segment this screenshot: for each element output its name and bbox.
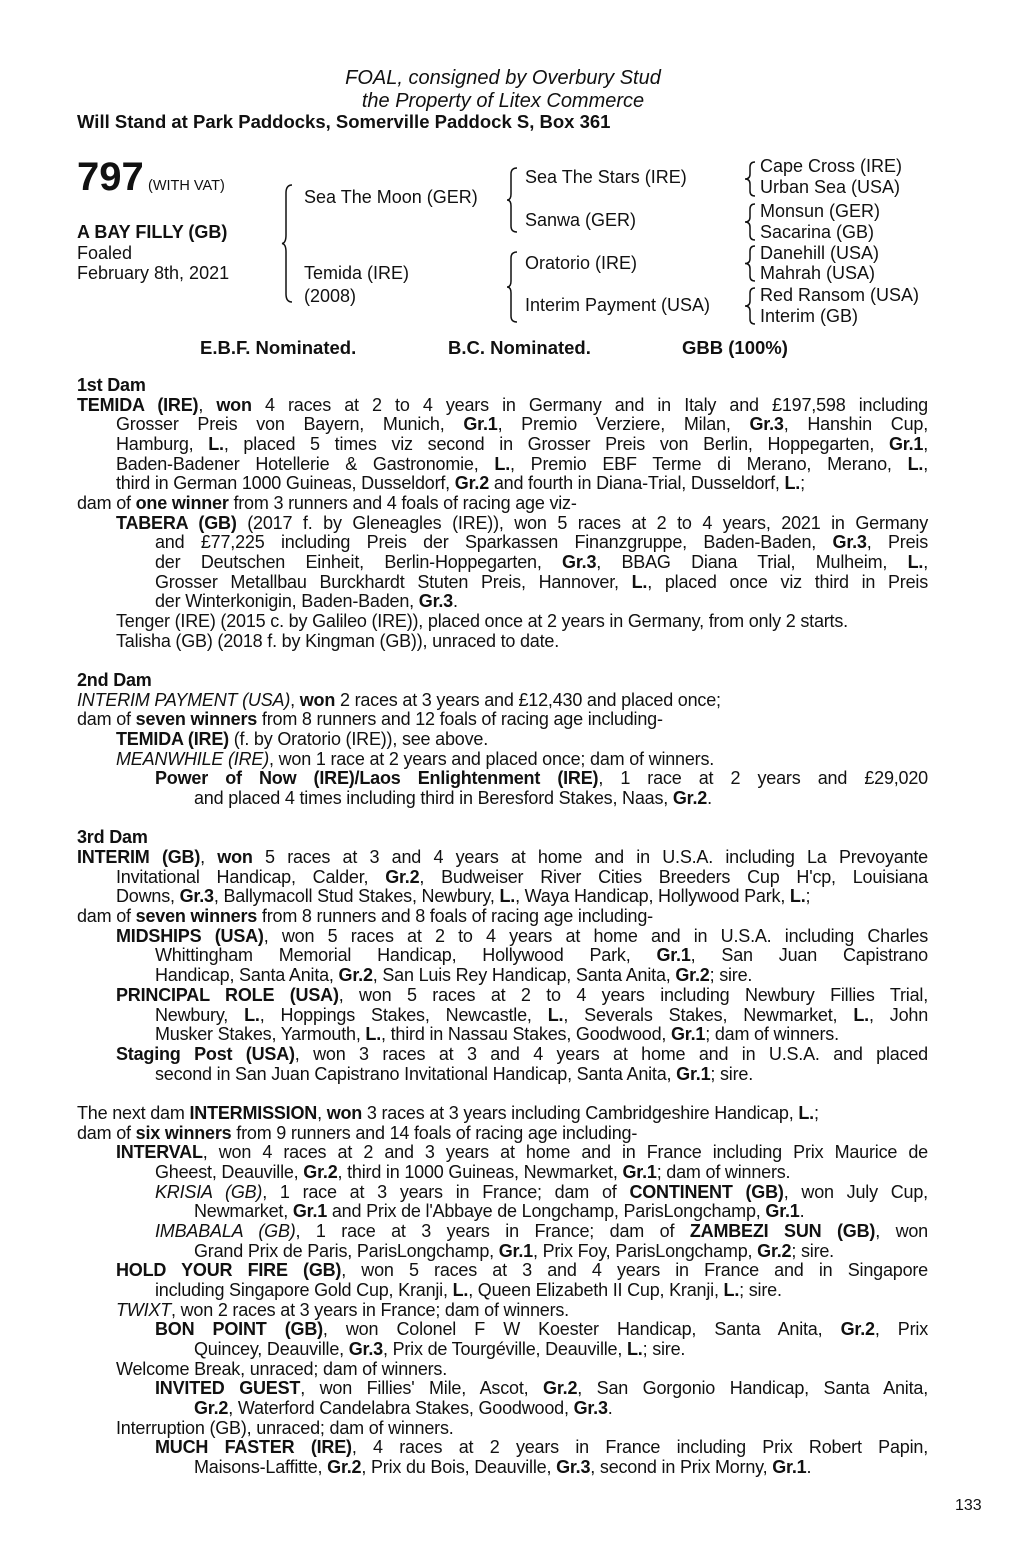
bold-text: Gr.2 [672, 788, 708, 809]
consignor-line: FOAL, consigned by Overbury Stud [345, 67, 661, 89]
text-line [77, 396, 928, 416]
lot-number: 797 [77, 155, 144, 199]
text: der Winterkonigin, Baden-Baden, [155, 591, 419, 612]
text: ; sire. [710, 1063, 753, 1084]
text: Gheest, Deauville, [155, 1161, 304, 1182]
bold-text: L. [365, 1024, 382, 1045]
bold-text: seven winners [135, 709, 258, 730]
bold-text: Gr.1 [292, 1201, 328, 1222]
pedigree-brace [745, 288, 757, 324]
pedigree-entry [77, 986, 928, 1045]
sire-sire: Sea The Stars (IRE) [525, 167, 687, 187]
bold-text: CONTINENT (GB) [629, 1181, 784, 1202]
bold-text: L. [853, 1004, 869, 1025]
text: , Hoppings Stakes, Newcastle, [259, 1004, 548, 1025]
bold-text: seven winners [135, 906, 258, 927]
text-line [77, 1222, 928, 1242]
text: , won 2 races at 3 years in France; dam of winners. [171, 1299, 569, 1320]
text: , Premio Verziere, Milan, [497, 414, 750, 435]
text: , Hanshin Cup, [783, 414, 928, 435]
text: Grosser Preis von Bayern, Munich, [116, 414, 464, 435]
bold-text: Gr.3 [749, 414, 784, 435]
dam-dam: Interim Payment (USA) [525, 295, 711, 315]
section-heading: 3rd Dam [77, 827, 148, 848]
text: , San Juan Capistrano [690, 945, 928, 966]
text: Grosser Metallbau Burckhardt Stuten Preis, Hannover, [155, 571, 632, 592]
text-line [77, 415, 928, 435]
spacer [77, 651, 928, 671]
pedigree-entry [77, 1301, 928, 1321]
text-line [77, 907, 928, 927]
bold-text: ZAMBEZI SUN (GB) [689, 1220, 876, 1241]
text-line [77, 533, 928, 553]
dam: Temida (IRE) [304, 263, 410, 283]
text-line [77, 455, 928, 475]
text: Hamburg, [116, 434, 209, 455]
section-heading: 1st Dam [77, 375, 146, 395]
ancestor-g3: Monsun (GER) [760, 201, 881, 221]
pedigree-entry [77, 1045, 928, 1084]
italic-text: IMBABALA (GB) [155, 1220, 296, 1241]
text: , won [875, 1220, 928, 1241]
bold-text: Gr.3 [556, 1456, 591, 1477]
pedigree-entry [77, 750, 928, 770]
text: , placed once viz third in Preis [647, 571, 928, 592]
text-line [77, 1104, 928, 1124]
text-line [77, 1379, 928, 1399]
italic-text: TWIXT [116, 1299, 171, 1320]
pedigree-brace [507, 168, 519, 232]
text-line [77, 1281, 928, 1301]
italic-text: KRISIA (GB) [155, 1181, 263, 1202]
text: , Prix Foy, ParisLongchamp, [532, 1240, 758, 1261]
text: , won 4 races at 2 and 3 years at home and in France including Prix Maurice de [202, 1142, 928, 1163]
text-line [77, 514, 928, 534]
bold-text: one winner [135, 493, 229, 514]
text: , 1 race at 3 years in France; dam of [262, 1181, 630, 1202]
text-line [77, 1261, 928, 1281]
bold-text: L. [723, 1279, 740, 1300]
text: 3 races at 3 years including Cambridgeshire Handicap, [362, 1102, 799, 1123]
text: dam of [77, 493, 136, 514]
text: third in German 1000 Guineas, Dusseldorf, [116, 473, 455, 494]
text-line [77, 553, 928, 573]
text: , Premio EBF Terme di Merano, Merano, [510, 453, 908, 474]
text: . [806, 1456, 812, 1477]
bold-text: Gr.3 [348, 1338, 383, 1359]
text: , third in 1000 Guineas, Newmarket, [337, 1161, 623, 1182]
text: , Preis [866, 532, 928, 553]
page-number: 133 [955, 1497, 982, 1514]
stand-location: Will Stand at Park Paddocks, Somerville Paddock S, Box 361 [77, 111, 611, 132]
text: , 1 race at 2 years and £29,020 [598, 768, 928, 789]
text-line [77, 1320, 928, 1340]
bold-text: L. [494, 453, 511, 474]
bold-text: L. [789, 886, 806, 907]
text-line [77, 848, 928, 868]
text-line [77, 1458, 928, 1478]
text: . [799, 1201, 805, 1222]
pedigree-entry [77, 1419, 928, 1439]
text: Newmarket, [194, 1201, 293, 1222]
bc-nomination: B.C. Nominated. [448, 337, 591, 358]
text-line [77, 946, 928, 966]
text: Handicap, Santa Anita, [155, 965, 339, 986]
bold-text: Gr.1 [676, 1063, 711, 1084]
text: Interruption (GB), unraced; dam of winners. [116, 1417, 454, 1438]
bold-text: L. [784, 473, 801, 494]
ancestor-g3: Sacarina (GB) [760, 222, 875, 242]
text: dam of [77, 1122, 136, 1143]
text: ; sire. [709, 965, 753, 986]
pedigree-entry [77, 1183, 928, 1222]
bold-text: won [216, 394, 252, 415]
text: Whittingham Memorial Handicap, Hollywood Park, [155, 945, 657, 966]
pedigree-entry [77, 927, 928, 986]
ancestor-g3: Mahrah (USA) [760, 263, 876, 283]
text-line [77, 789, 928, 809]
bold-text: TABERA (GB) [116, 512, 237, 533]
text: and Prix de l'Abbaye de Longchamp, ParisLongchamp, [327, 1201, 766, 1222]
text: , 4 races at 2 years in France including Prix Robert Papin, [351, 1437, 928, 1458]
text-line [77, 868, 928, 888]
text: , Prix de Tourgéville, Deauville, [382, 1338, 627, 1359]
text: 5 races at 3 and 4 years at home and in U.S.A. including La Prevoyante [252, 847, 928, 868]
text-line [77, 1360, 928, 1380]
bold-text: Staging Post (USA) [116, 1043, 295, 1064]
bold-text: MIDSHIPS (USA) [116, 925, 264, 946]
bold-text: Gr.1 [656, 945, 691, 966]
bold-text: Gr.2 [675, 965, 710, 986]
bold-text: BON POINT (GB) [155, 1319, 323, 1340]
bold-text: won [217, 847, 253, 868]
text: second in San Juan Capistrano Invitational Handicap, Santa Anita, [155, 1063, 677, 1084]
bold-text: Gr.2 [327, 1456, 362, 1477]
text: , Waya Handicap, Hollywood Park, [515, 886, 790, 907]
text-line [77, 1065, 928, 1085]
text: , won 1 race at 2 years and placed once; dam of winners. [269, 748, 715, 769]
bold-text: L. [499, 886, 516, 907]
text: and fourth in Diana-Trial, Dusseldorf, [489, 473, 785, 494]
foaled-date: February 8th, 2021 [77, 263, 230, 283]
bold-text: TEMIDA (IRE) [116, 729, 229, 750]
text: , won 5 races at 3 and 4 years in France and in Singapore [341, 1260, 928, 1281]
bold-text: L. [547, 1004, 564, 1025]
pedigree-entry [77, 848, 928, 907]
text: from 9 runners and 14 foals of racing age including- [231, 1122, 638, 1143]
text: , won Colonel F W Koester Handicap, Santa Anita, [322, 1319, 841, 1340]
bold-text: L. [798, 1102, 814, 1123]
pedigree-entry [77, 396, 928, 494]
bold-text: L. [452, 1279, 469, 1300]
pedigree-entry [77, 1320, 928, 1359]
ancestor-g3: Red Ransom (USA) [760, 285, 920, 305]
section-heading: 2nd Dam [77, 670, 152, 691]
text-line [77, 769, 928, 789]
text: , placed 5 times viz second in Grosser Preis von Berlin, Hoppegarten, [223, 434, 889, 455]
pedigree-brace [745, 204, 757, 240]
text: , Prix [874, 1319, 928, 1340]
text: and £77,225 including Preis der Sparkassen Finanzgruppe, Baden-Baden, [155, 532, 833, 553]
bold-text: won [326, 1102, 363, 1123]
gbb-status: GBB (100%) [682, 337, 788, 358]
text-line [77, 1202, 928, 1222]
text: , second in Prix Morny, [590, 1456, 773, 1477]
bold-text: Gr.3 [179, 886, 214, 907]
text: . [607, 1397, 613, 1418]
bold-text: MUCH FASTER (IRE) [155, 1437, 352, 1458]
bold-text: L. [208, 434, 224, 455]
bold-text: Gr.2 [194, 1397, 229, 1418]
text-line [77, 1242, 928, 1262]
bold-text: Power of Now (IRE)/Laos Enlightenment (IRE) [155, 768, 599, 789]
text: from 3 runners and 4 foals of racing age viz- [228, 493, 577, 514]
bold-text: Gr.2 [543, 1378, 578, 1399]
bold-text: Gr.1 [765, 1201, 800, 1222]
bold-text: L. [626, 1338, 643, 1359]
bold-text: six winners [135, 1122, 232, 1143]
bold-text: L. [244, 1004, 260, 1025]
pedigree-entry [77, 1360, 928, 1380]
text: Welcome Break, unraced; dam of winners. [116, 1358, 448, 1379]
bold-text: HOLD YOUR FIRE (GB) [116, 1260, 342, 1281]
text: Musker Stakes, Yarmouth, [155, 1024, 366, 1045]
bold-text: TEMIDA (IRE) [77, 394, 199, 415]
text: and placed 4 times including third in Beresford Stakes, Naas, [194, 788, 673, 809]
text-line [77, 1124, 928, 1144]
bold-text: INTERMISSION [189, 1102, 318, 1123]
text-line [77, 1025, 928, 1045]
bold-text: Gr.1 [463, 414, 498, 435]
text-line [77, 887, 928, 907]
text: , Prix du Bois, Deauville, [361, 1456, 557, 1477]
pedigree-entry [77, 494, 928, 514]
text: dam of [77, 906, 136, 927]
text: ; sire. [739, 1279, 782, 1300]
horse-description: A BAY FILLY (GB) [77, 222, 228, 242]
text: , [923, 552, 928, 573]
text: , Severals Stakes, Newmarket, [563, 1004, 854, 1025]
bold-text: won [299, 689, 336, 710]
pedigree-entry [77, 1222, 928, 1261]
pedigree-brace [745, 162, 757, 196]
text: , BBAG Diana Trial, Mulheim, [596, 552, 908, 573]
pedigree-entry [77, 514, 928, 612]
ebf-nomination: E.B.F. Nominated. [200, 337, 357, 358]
pedigree-entry [77, 730, 928, 750]
text-line [77, 1183, 928, 1203]
text: , won 5 races at 2 to 4 years at home and in U.S.A. including Charles [263, 925, 928, 946]
text-line [77, 691, 928, 711]
text: 4 races at 2 to 4 years in Germany and in Italy and £197,598 including [251, 394, 928, 415]
text: , won 5 races at 2 to 4 years including Newbury Fillies Trial, [338, 984, 928, 1005]
pedigree-entry [77, 769, 928, 808]
bold-text: Gr.1 [772, 1456, 807, 1477]
text: Quincey, Deauville, [194, 1338, 349, 1359]
text: , [317, 1102, 327, 1123]
text: Invitational Handicap, Calder, [116, 866, 386, 887]
pedigree-entry [77, 1379, 928, 1418]
bold-text: L. [907, 453, 924, 474]
pedigree-brace [507, 252, 519, 322]
text-line [77, 592, 928, 612]
produce-record [77, 376, 928, 1478]
text: from 8 runners and 8 foals of racing age including- [257, 906, 653, 927]
text: , won July Cup, [783, 1181, 928, 1202]
vat-note: (WITH VAT) [148, 178, 225, 194]
text-line [77, 435, 928, 455]
bold-text: Gr.2 [757, 1240, 792, 1261]
text: . [707, 788, 712, 809]
text-line [77, 986, 928, 1006]
text: ; [800, 473, 805, 494]
dam-sire: Oratorio (IRE) [525, 253, 638, 273]
text-line [77, 730, 928, 750]
text-line [77, 474, 928, 494]
text-line [77, 1163, 928, 1183]
ancestor-g3: Cape Cross (IRE) [760, 156, 903, 176]
text: Downs, [116, 886, 180, 907]
text: ; [813, 1102, 819, 1123]
text: (2017 f. by Gleneagles (IRE)), won 5 races at 2 to 4 years, 2021 in Germany [236, 512, 928, 533]
text: , Budweiser River Cities Breeders Cup H'cp, Louisiana [419, 866, 928, 887]
text: Talisha (GB) (2018 f. by Kingman (GB)), unraced to date. [116, 630, 560, 651]
text-line [77, 1006, 928, 1026]
pedigree-brace [282, 185, 294, 302]
text: , third in Nassau Stakes, Goodwood, [381, 1024, 671, 1045]
text: , Queen Elizabeth II Cup, Kranji, [468, 1279, 724, 1300]
pedigree-brace [745, 246, 757, 281]
text: , [198, 394, 217, 415]
bold-text: INTERIM (GB) [77, 847, 201, 868]
ancestor-g3: Urban Sea (USA) [760, 177, 901, 197]
italic-text: MEANWHILE (IRE) [116, 748, 270, 769]
text-line [77, 632, 928, 652]
bold-text: Gr.2 [338, 965, 373, 986]
text: Baden-Badener Hotellerie & Gastronomie, [116, 453, 495, 474]
text: , won 3 races at 3 and 4 years at home and in U.S.A. and placed [294, 1043, 928, 1064]
text: , John [868, 1004, 929, 1025]
text-line [77, 927, 928, 947]
text: ; dam of winners. [705, 1024, 839, 1045]
bold-text: Gr.2 [385, 866, 420, 887]
text: Grand Prix de Paris, ParisLongchamp, [194, 1240, 499, 1261]
text-line [77, 710, 928, 730]
pedigree-entry [77, 1261, 928, 1300]
text: , [200, 847, 218, 868]
pedigree-entry [77, 1124, 928, 1144]
pedigree-entry [77, 907, 928, 927]
text: ; sire. [791, 1240, 834, 1261]
pedigree-entry [77, 1104, 928, 1124]
text: , Waterford Candelabra Stakes, Goodwood, [228, 1397, 574, 1418]
sire-dam: Sanwa (GER) [525, 210, 637, 230]
text: The next dam [77, 1102, 190, 1123]
text: , San Gorgonio Handicap, Santa Anita, [577, 1378, 928, 1399]
text: der Deutschen Einheit, Berlin-Hoppegarten, [155, 552, 563, 573]
text: from 8 runners and 12 foals of racing age including- [257, 709, 663, 730]
text: , won Fillies' Mile, Ascot, [300, 1378, 544, 1399]
bold-text: Gr.3 [832, 532, 867, 553]
text-line [77, 1419, 928, 1439]
property-line: the Property of Litex Commerce [361, 90, 645, 112]
bold-text: Gr.3 [573, 1397, 608, 1418]
text: (f. by Oratorio (IRE)), see above. [228, 729, 489, 750]
text-line [77, 1399, 928, 1419]
bold-text: PRINCIPAL ROLE (USA) [116, 984, 339, 1005]
text: dam of [77, 709, 136, 730]
text-line [77, 1045, 928, 1065]
ancestor-g3: Interim (GB) [760, 306, 859, 326]
bold-text: Gr.1 [622, 1161, 657, 1182]
text: 2 races at 3 years and £12,430 and placed once; [335, 689, 721, 710]
bold-text: Gr.1 [671, 1024, 706, 1045]
dam-year: (2008) [304, 286, 357, 306]
text-line [77, 1301, 928, 1321]
bold-text: Gr.3 [418, 591, 453, 612]
bold-text: INTERVAL [116, 1142, 203, 1163]
text: , [923, 434, 928, 455]
bold-text: L. [907, 552, 924, 573]
text: ; dam of winners. [656, 1161, 791, 1182]
foaled-label: Foaled [77, 243, 133, 263]
text-line [77, 612, 928, 632]
text: ; [805, 886, 811, 907]
pedigree-entry [77, 632, 928, 652]
ancestor-g3: Danehill (USA) [760, 243, 880, 263]
pedigree-entry [77, 1143, 928, 1182]
text: . [453, 591, 458, 612]
text-line [77, 1438, 928, 1458]
text: ; sire. [642, 1338, 686, 1359]
text: Tenger (IRE) (2015 c. by Galileo (IRE)), placed once at 2 years in Germany, from only 2 starts. [116, 611, 848, 632]
bold-text: Gr.2 [303, 1161, 338, 1182]
bold-text: Gr.2 [454, 473, 490, 494]
text: , Ballymacoll Stud Stakes, Newbury, [213, 886, 500, 907]
text-line [77, 750, 928, 770]
bold-text: Gr.1 [888, 434, 924, 455]
text: Maisons-Laffitte, [194, 1456, 328, 1477]
bold-text: L. [631, 571, 648, 592]
text-line [77, 1143, 928, 1163]
spacer [77, 809, 928, 829]
text-line [77, 573, 928, 593]
bold-text: INVITED GUEST [155, 1378, 301, 1399]
text: , 1 race at 3 years in France; dam of [295, 1220, 690, 1241]
bold-text: Gr.3 [562, 552, 597, 573]
text: , [290, 689, 300, 710]
text: , [923, 453, 928, 474]
sire: Sea The Moon (GER) [304, 187, 478, 207]
bold-text: Gr.2 [840, 1319, 875, 1340]
bold-text: Gr.1 [498, 1240, 533, 1261]
text-line [77, 966, 928, 986]
pedigree-entry [77, 710, 928, 730]
pedigree-entry [77, 612, 928, 632]
text-line [77, 494, 928, 514]
text: Newbury, [155, 1004, 245, 1025]
italic-text: INTERIM PAYMENT (USA) [77, 689, 291, 710]
text: , San Luis Rey Handicap, Santa Anita, [372, 965, 676, 986]
text-line [77, 1340, 928, 1360]
pedigree-entry [77, 1438, 928, 1477]
pedigree-entry [77, 691, 928, 711]
spacer [77, 1084, 928, 1104]
text: including Singapore Gold Cup, Kranji, [155, 1279, 453, 1300]
